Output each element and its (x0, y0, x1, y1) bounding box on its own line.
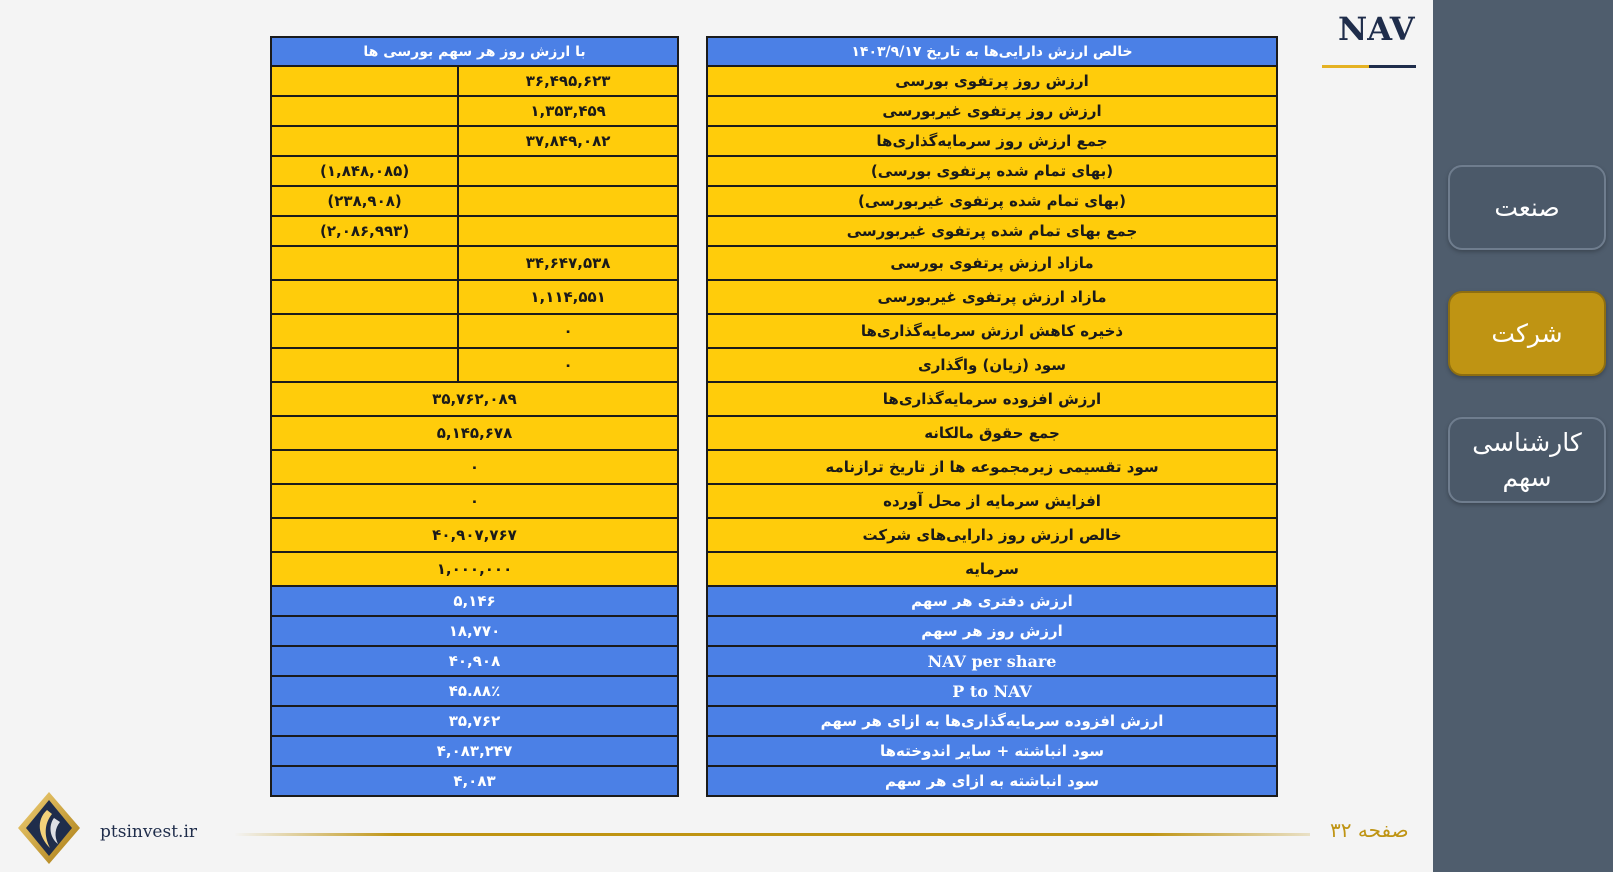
table-row (707, 766, 1277, 796)
value-cell-market: ۱,۱۱۴,۵۵۱ (458, 280, 678, 314)
table-row (707, 646, 1277, 676)
table-row (707, 280, 1277, 314)
value-cell-cost (271, 126, 458, 156)
table-row (707, 126, 1277, 156)
table-row (707, 484, 1277, 518)
value-cell: ۰ (271, 450, 678, 484)
row-label: سود انباشته به ازای هر سهم (707, 766, 1277, 796)
table-row (271, 416, 678, 450)
value-cell-market: ۳۴,۶۴۷,۵۳۸ (458, 246, 678, 280)
table-row (707, 450, 1277, 484)
table-row (271, 96, 678, 126)
sidebar-item-company[interactable] (1448, 291, 1606, 376)
value-cell-cost (271, 96, 458, 126)
table-row (707, 156, 1277, 186)
table-row (271, 382, 678, 416)
table-row (271, 518, 678, 552)
value-cell-market (458, 186, 678, 216)
table-row (707, 348, 1277, 382)
value-cell-cost (271, 280, 458, 314)
row-label: جمع ارزش روز سرمایه‌گذاری‌ها (707, 126, 1277, 156)
row-label: NAV per share (707, 646, 1277, 676)
sidebar-item-label: صنعت (1494, 193, 1560, 222)
row-label: ذخیره کاهش ارزش سرمایه‌گذاری‌ها (707, 314, 1277, 348)
row-label: سرمایه (707, 552, 1277, 586)
row-label: جمع بهای تمام شده پرتفوی غیربورسی (707, 216, 1277, 246)
table-row (707, 586, 1277, 616)
table-header: خالص ارزش دارایی‌ها به تاریخ ۱۴۰۳/۹/۱۷ (707, 37, 1277, 66)
value-cell: ۱,۰۰۰,۰۰۰ (271, 552, 678, 586)
value-cell: ۴۰,۹۰۸ (271, 646, 678, 676)
value-cell: ۵,۱۴۵,۶۷۸ (271, 416, 678, 450)
table-row (271, 736, 678, 766)
value-cell: ۴,۰۸۳ (271, 766, 678, 796)
table-row (707, 216, 1277, 246)
nav-labels-table (706, 36, 1278, 797)
table-row (271, 186, 678, 216)
row-label: سود انباشته + سایر اندوخته‌ها (707, 736, 1277, 766)
table-header: با ارزش روز هر سهم بورسی ها (271, 37, 678, 66)
value-cell-market (458, 156, 678, 186)
value-cell-cost: (۲,۰۸۶,۹۹۳) (271, 216, 458, 246)
row-label: سود (زیان) واگذاری (707, 348, 1277, 382)
table-row (271, 646, 678, 676)
table-row (271, 586, 678, 616)
table-row (271, 66, 678, 96)
row-label: جمع حقوق مالکانه (707, 416, 1277, 450)
row-label: ارزش دفتری هر سهم (707, 586, 1277, 616)
sidebar (1433, 0, 1613, 872)
value-cell: ۱۸,۷۷۰ (271, 616, 678, 646)
title-underline (1322, 65, 1416, 68)
row-label: (بهای تمام شده پرتفوی بورسی) (707, 156, 1277, 186)
table-row (707, 186, 1277, 216)
row-label: ارزش روز هر سهم (707, 616, 1277, 646)
website-link[interactable]: ptsinvest.ir (100, 822, 198, 842)
table-row (271, 676, 678, 706)
value-cell-cost: (۱,۸۴۸,۰۸۵) (271, 156, 458, 186)
page-number: صفحه ۳۲ (1330, 818, 1409, 842)
sidebar-item-label: کارشناسی سهم (1472, 428, 1582, 492)
value-cell-cost (271, 246, 458, 280)
value-cell-market: ۱,۳۵۳,۴۵۹ (458, 96, 678, 126)
row-label: ارزش افزوده سرمایه‌گذاری‌ها (707, 382, 1277, 416)
row-label: ارزش روز پرتفوی غیربورسی (707, 96, 1277, 126)
value-cell-cost (271, 314, 458, 348)
table-row (271, 314, 678, 348)
table-row (271, 450, 678, 484)
table-header-row (271, 37, 678, 66)
value-cell-cost (271, 348, 458, 382)
row-label: مازاد ارزش پرتفوی غیربورسی (707, 280, 1277, 314)
table-row (271, 616, 678, 646)
table-row (707, 736, 1277, 766)
value-cell-cost (271, 66, 458, 96)
table-row (271, 126, 678, 156)
table-row (707, 552, 1277, 586)
table-row (707, 66, 1277, 96)
row-label: P to NAV (707, 676, 1277, 706)
table-row (271, 706, 678, 736)
table-row (707, 382, 1277, 416)
footer-divider (234, 833, 1310, 836)
sidebar-item-industry[interactable] (1448, 165, 1606, 250)
page-title: NAV (1338, 10, 1415, 48)
value-cell: ۴۰,۹۰۷,۷۶۷ (271, 518, 678, 552)
value-cell-market: ۳۷,۸۴۹,۰۸۲ (458, 126, 678, 156)
table-row (271, 156, 678, 186)
value-cell-cost: (۲۳۸,۹۰۸) (271, 186, 458, 216)
value-cell-market: ۰ (458, 348, 678, 382)
value-cell: ۵,۱۴۶ (271, 586, 678, 616)
sidebar-item-label: شرکت (1491, 319, 1563, 348)
table-row (271, 552, 678, 586)
table-row (707, 616, 1277, 646)
row-label: ارزش افزوده سرمایه‌گذاری‌ها به ازای هر سهم (707, 706, 1277, 736)
table-row (707, 416, 1277, 450)
table-row (271, 246, 678, 280)
table-row (707, 676, 1277, 706)
table-row (271, 216, 678, 246)
table-row (271, 766, 678, 796)
nav-values-table (270, 36, 679, 797)
table-row (707, 96, 1277, 126)
value-cell: ۳۵,۷۶۲,۰۸۹ (271, 382, 678, 416)
table-row (271, 484, 678, 518)
row-label: افزایش سرمایه از محل آورده (707, 484, 1277, 518)
sidebar-item-stock-analysis[interactable] (1448, 417, 1606, 503)
row-label: مازاد ارزش پرتفوی بورسی (707, 246, 1277, 280)
value-cell-market (458, 216, 678, 246)
value-cell-market: ۳۶,۴۹۵,۶۲۳ (458, 66, 678, 96)
value-cell: ۴۵.۸۸٪ (271, 676, 678, 706)
value-cell: ۳۵,۷۶۲ (271, 706, 678, 736)
table-row (707, 706, 1277, 736)
row-label: ارزش روز پرتفوی بورسی (707, 66, 1277, 96)
value-cell-market: ۰ (458, 314, 678, 348)
table-row (707, 246, 1277, 280)
row-label: سود تقسیمی زیرمجموعه ها از تاریخ ترازنامه (707, 450, 1277, 484)
value-cell: ۴,۰۸۳,۲۴۷ (271, 736, 678, 766)
table-row (271, 280, 678, 314)
company-logo-icon (14, 790, 84, 866)
value-cell: ۰ (271, 484, 678, 518)
table-row (707, 518, 1277, 552)
row-label: (بهای تمام شده پرتفوی غیربورسی) (707, 186, 1277, 216)
table-row (707, 314, 1277, 348)
table-header-row (707, 37, 1277, 66)
table-row (271, 348, 678, 382)
row-label: خالص ارزش روز دارایی‌های شرکت (707, 518, 1277, 552)
